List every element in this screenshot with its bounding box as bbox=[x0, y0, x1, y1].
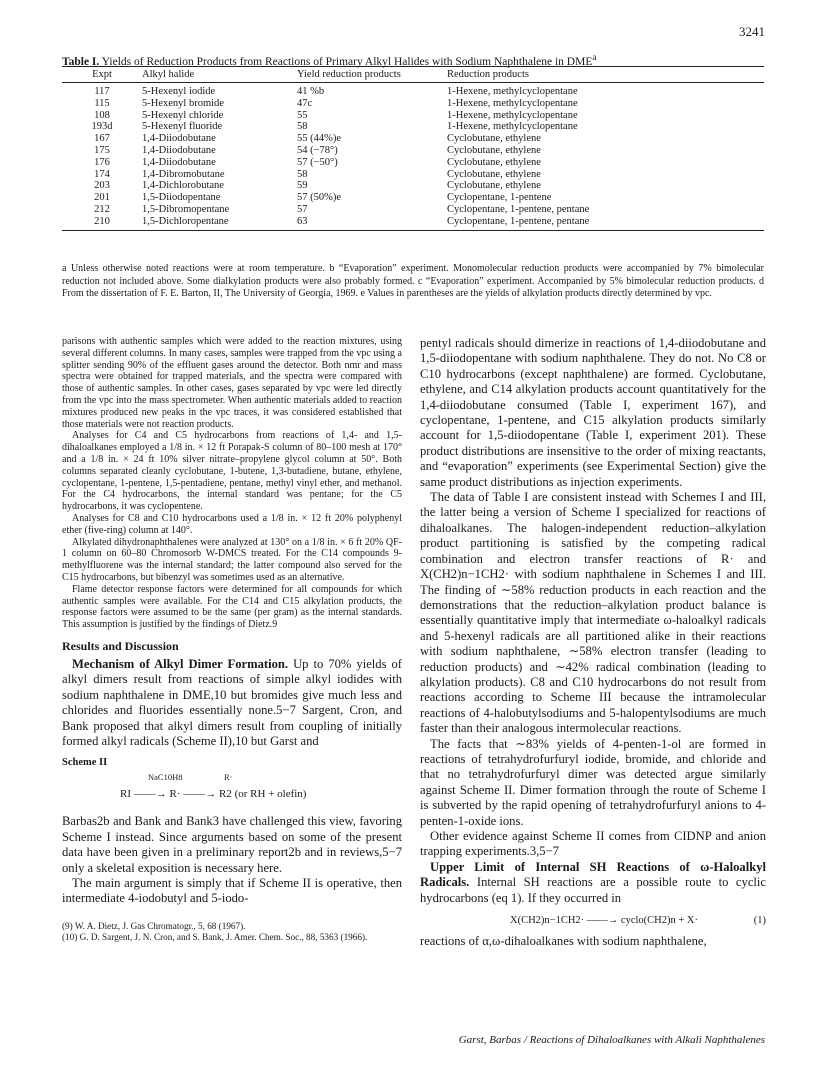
table-row bbox=[62, 192, 764, 204]
header-expt: Expt bbox=[62, 67, 142, 83]
table-row bbox=[62, 121, 764, 133]
cell-reduction-products: Cyclobutane, ethylene bbox=[447, 133, 541, 145]
cell-yield: 54 (−78°) bbox=[297, 144, 338, 156]
exp-paragraph: Flame detector response factors were determined for all compounds for which authentic samples were available. For the C14 and C15 alkylation products, the response factors were assumed to be the same (per gram) as the internal standards. This assumption is justified by the findings of Dietz.9 bbox=[62, 583, 402, 631]
scheme-reagent-2: R· bbox=[224, 772, 233, 783]
references bbox=[62, 921, 402, 943]
cell-reduction-products: 1-Hexene, methylcyclopentane bbox=[447, 109, 578, 121]
reference-item: (9) W. A. Dietz, J. Gas Chromatogr., 5, 68 (1967). bbox=[62, 920, 246, 931]
cell-alkyl-halide: 5-Hexenyl iodide bbox=[142, 86, 216, 97]
exp-paragraph: parisons with authentic samples which were added to the reaction mixtures, using several different columns. In many cases, samples were trapped from the vpc using a splitter sending 90% of the effluent gases around the detector. Both nmr and mass spectra were obtained for trapped materials, and the spectra were compared with those of authentic samples. In other cases, gases separated by vpc were led directly from the vpc into the mass spectrometer. When authentic materials added to reaction mixtures produced new peaks in the vpc traces, it was considered established that those materials were not reaction products. bbox=[62, 336, 402, 430]
cell-reduction-products: Cyclobutane, ethylene bbox=[447, 144, 541, 156]
scheme-equation: RI ——→ R· ——→ R2 (or RH + olefin) bbox=[120, 788, 307, 801]
table-row bbox=[62, 169, 764, 181]
equation-expression: X(CH2)n−1CH2· ——→ cyclo(CH2)n + X· bbox=[510, 915, 698, 927]
cell-reduction-products: Cyclopentane, 1-pentene bbox=[447, 192, 552, 204]
cell-expt: 175 bbox=[94, 144, 110, 156]
cell-yield: 59 bbox=[297, 180, 308, 192]
page-number: 3241 bbox=[739, 24, 765, 39]
paragraph-upper-limit-text: Internal SH reactions are a possible route to cyclic hydrocarbons (eq 1). If they occurred in bbox=[420, 875, 766, 905]
cell-alkyl-halide: 1,5-Diiodopentane bbox=[142, 192, 221, 204]
cell-yield: 41 %b bbox=[297, 86, 325, 97]
cell-reduction-products: Cyclopentane, 1-pentene, pentane bbox=[447, 216, 764, 230]
cell-alkyl-halide: 5-Hexenyl bromide bbox=[142, 97, 224, 109]
table-row bbox=[62, 204, 764, 216]
cell-expt: 210 bbox=[62, 216, 142, 230]
cell-reduction-products: Cyclopentane, 1-pentene, pentane bbox=[447, 203, 590, 215]
table-row bbox=[62, 145, 764, 157]
cell-alkyl-halide: 1,4-Diiodobutane bbox=[142, 144, 216, 156]
exp-paragraph: Analyses for C8 and C10 hydrocarbons used a 1/8 in. × 12 ft 20% polyphenyl ether (five-ring) column at 140°. bbox=[62, 512, 402, 536]
paragraph-schemes: The data of Table I are consistent instead with Schemes I and III, the latter being a version of Scheme I specialized for reactions of dihaloalkanes. The halogen-independent reduction–alkylation product partitioning is satisfied by the competing radical combination and electron transfer reactions of R· and X(CH2)n−1CH2· with sodium naphthalene in Schemes I and III. The finding of ∼58% reduction products in each reaction and the demonstrations that the reduction–alkylation product balance is essentially quantitative imply that intermediate ω-haloalkyl radicals and 5-hexenyl radicals are all partitioned alike in their reactions with sodium naphthalene, ∼58% electron transfer (leading to reduction products) and ∼42% radical combination (leading to alkylation products). C8 and C10 hydrocarbons do not result from reactions according to Scheme III because the intramolecular reactions of 4-halobutylsodiums and 5-halopentylsodiums are much faster than their analogous intermolecular reactions. bbox=[420, 490, 766, 736]
paragraph-main-argument: The main argument is simply that if Scheme II is operative, then intermediate 4-iodobutyl and 5-iodo- bbox=[62, 875, 402, 906]
paragraph-continuation: pentyl radicals should dimerize in reactions of 1,4-diiodobutane and 1,5-diiodopentane with sodium naphthalene. They do not. No C8 or C10 hydrocarbons (except naphthalene) are formed. Cyclobutane, ethylene, and C14 alkylation products account quantitatively for the 1,4-diiodobutane consumed (Table I, experiment 167), and cyclopentane, 1-pentene, and C15 alkylation products similarly account for 1,5-diiodopentane (Table I, experiment 201). These product distributions are insensitive to the order of mixing reactants, and “evaporation” experiments (see Experimental Section) give the same product distributions as injection experiments. bbox=[420, 336, 766, 489]
paragraph-final: reactions of α,ω-dihaloalkanes with sodium naphthalene, bbox=[420, 934, 707, 949]
paragraph-pentenol: The facts that ∼83% yields of 4-penten-1-ol are formed in reactions of tetrahydrofurfuryl iodide, bromide, and chloride and that no tetrahydrofurfuryl dimer was detected argue similarly against Scheme II. Dimer formation through the route of Scheme I is subverted by the rapid opening of tetrahydrofurfuryl anions to 4-penten-1-oxide ions. bbox=[420, 736, 766, 828]
cell-yield: 55 bbox=[297, 109, 308, 121]
reference-item: (10) G. D. Sargent, J. N. Cron, and S. Bank, J. Amer. Chem. Soc., 88, 5363 (1966). bbox=[62, 931, 368, 942]
header-alkyl-halide: Alkyl halide bbox=[142, 67, 297, 83]
cell-reduction-products: 1-Hexene, methylcyclopentane bbox=[447, 86, 578, 97]
yields-table bbox=[62, 66, 764, 231]
table-row bbox=[62, 98, 764, 110]
cell-yield: 58 bbox=[297, 168, 308, 180]
cell-alkyl-halide: 1,5-Dichloropentane bbox=[142, 216, 297, 230]
table-row bbox=[62, 110, 764, 122]
table-row bbox=[62, 133, 764, 145]
table-body bbox=[62, 83, 764, 231]
cell-yield: 57 bbox=[297, 203, 308, 215]
cell-alkyl-halide: 1,5-Dibromopentane bbox=[142, 203, 230, 215]
cell-alkyl-halide: 1,4-Dichlorobutane bbox=[142, 180, 224, 192]
cell-alkyl-halide: 1,4-Dibromobutane bbox=[142, 168, 225, 180]
cell-reduction-products: 1-Hexene, methylcyclopentane bbox=[447, 121, 578, 133]
paragraph-barbas: Barbas2b and Bank and Bank3 have challenged this view, favoring Scheme I instead. Since arguments based on some of the present data have been given in a preliminary report2b and in reviews,5−7 only a skeletal exposition is necessary here. bbox=[62, 814, 402, 875]
section-heading: Results and Discussion bbox=[62, 638, 179, 653]
cell-expt: 176 bbox=[94, 156, 110, 168]
cell-yield: 57 (50%)e bbox=[297, 192, 342, 204]
equation-1 bbox=[420, 912, 766, 934]
cell-reduction-products: Cyclobutane, ethylene bbox=[447, 156, 541, 168]
cell-expt: 108 bbox=[94, 109, 110, 121]
cell-reduction-products: 1-Hexene, methylcyclopentane bbox=[447, 97, 578, 109]
cell-yield: 63 bbox=[297, 216, 447, 230]
scheme-ii bbox=[62, 770, 402, 810]
cell-expt: 167 bbox=[94, 133, 110, 145]
cell-expt: 117 bbox=[94, 86, 110, 97]
scheme-label: Scheme II bbox=[62, 757, 108, 769]
table-row bbox=[62, 83, 764, 98]
scheme-reagent-1: NaC10H8 bbox=[148, 772, 183, 783]
running-head: Garst, Barbas / Reactions of Dihaloalkanes with Alkali Naphthalenes bbox=[458, 1034, 765, 1046]
right-column bbox=[420, 336, 766, 949]
paragraph-upper-limit bbox=[420, 860, 766, 906]
header-reduction-products: Reduction products bbox=[447, 67, 764, 83]
cell-yield: 55 (44%)e bbox=[297, 133, 342, 145]
cell-alkyl-halide: 5-Hexenyl fluoride bbox=[142, 121, 223, 133]
cell-reduction-products: Cyclobutane, ethylene bbox=[447, 180, 541, 192]
table-row bbox=[62, 157, 764, 169]
cell-yield: 57 (−50°) bbox=[297, 156, 338, 168]
table-row bbox=[62, 216, 764, 230]
left-column bbox=[62, 336, 402, 943]
paragraph-cidnp: Other evidence against Scheme II comes from CIDNP and anion trapping experiments.3,5−7 bbox=[420, 829, 766, 859]
experimental-text bbox=[62, 336, 402, 631]
exp-paragraph: Alkylated dihydronaphthalenes were analyzed at 130° on a 1/8 in. × 6 ft 20% QF-1 column on 60–80 Chromosorb W-DMCS treated. For the C14 compounds 9-methylfluorene was the internal standard; the latter compound also served for the C15 hydrocarbons, but bibenzyl was sometimes used as an alternative. bbox=[62, 536, 402, 583]
cell-alkyl-halide: 5-Hexenyl chloride bbox=[142, 109, 224, 121]
table-caption-text: Yields of Reduction Products from Reactions of Primary Alkyl Halides with Sodium Naphthalene in DME bbox=[101, 55, 593, 68]
cell-expt: 201 bbox=[94, 192, 110, 204]
cell-expt: 174 bbox=[94, 168, 110, 180]
header-yield: Yield reduction products bbox=[297, 67, 447, 83]
cell-expt: 115 bbox=[94, 97, 110, 109]
table-row bbox=[62, 180, 764, 192]
cell-reduction-products: Cyclobutane, ethylene bbox=[447, 168, 541, 180]
subsection-title-upper-limit: Upper Limit of Internal SH Reactions of ω-Haloalkyl Radicals. bbox=[420, 859, 766, 890]
cell-alkyl-halide: 1,4-Diiodobutane bbox=[142, 133, 216, 145]
paragraph-dimer-text: Up to 70% yields of alkyl dimers result from reactions of simple alkyl iodides with sodium naphthalene in DME,10 but bromides give much less and chlorides and fluorides essentially none.5−7 Sargent, Cron, and Bank proposed that alkyl dimers result from coupling of initially formed alkyl radicals (Scheme II),10 but Garst and bbox=[62, 656, 402, 748]
table-header-row bbox=[62, 67, 764, 83]
cell-expt: 193d bbox=[91, 121, 113, 133]
table-footnotes: a Unless otherwise noted reactions were at room temperature. b “Evaporation” experiment. Monomolecular reduction products were accompanied by 7% bimolecular reduction not included above. Some dialkylation products were also probably formed. c “Evaporation” experiment. Accompanied by 5% bimolecular reduction products. d From the dissertation of F. E. Barton, II, The University of Georgia, 1969. e Values in parentheses are the yields of alkylation products directly determined by vpc. bbox=[62, 263, 764, 299]
subsection-title: Mechanism of Alkyl Dimer Formation. bbox=[72, 656, 289, 671]
paragraph-dimer bbox=[62, 657, 402, 749]
equation-number: (1) bbox=[753, 915, 766, 927]
cell-alkyl-halide: 1,4-Diiodobutane bbox=[142, 156, 216, 168]
exp-paragraph: Analyses for C4 and C5 hydrocarbons from reactions of 1,4- and 1,5-dihaloalkanes employed a 1/8 in. × 12 ft Porapak-S column of 80–100 mesh at 170° and a 1/8 in. × 24 ft 10% silver nitrate–propylene glycol column at 50°. Both columns separated cleanly cyclobutane, 1-butene, 1,3-butadiene, butane, ethylene, cyclopentane, 1-pentene, 1,5-pentadiene, pentane, methyl vinyl ether, and methanol. For the C4 hydrocarbons, the internal standard was pentane; for the C5 hydrocarbons, it was cyclopentene. bbox=[62, 430, 402, 513]
cell-yield: 58 bbox=[297, 121, 308, 133]
table-caption-note: a bbox=[592, 52, 597, 63]
table-caption-label: Table I. bbox=[62, 55, 100, 68]
cell-yield: 47c bbox=[297, 97, 313, 109]
cell-expt: 203 bbox=[94, 180, 110, 192]
cell-expt: 212 bbox=[94, 203, 110, 215]
